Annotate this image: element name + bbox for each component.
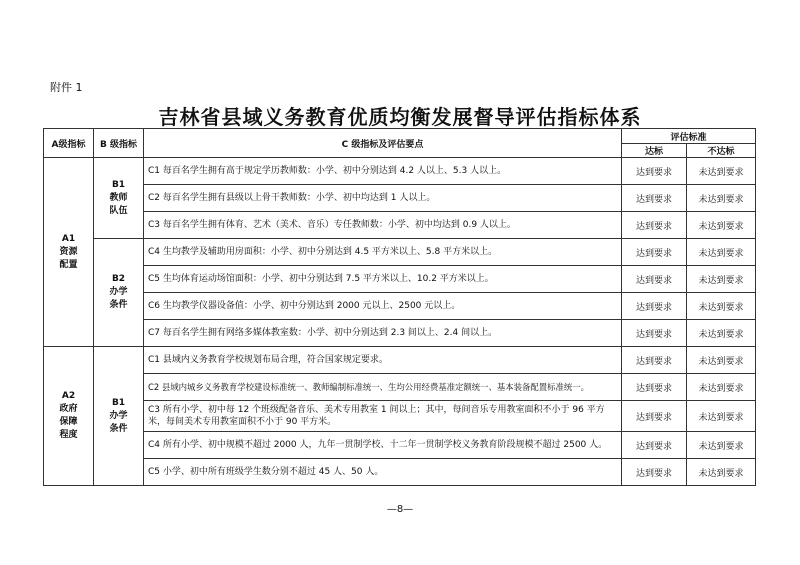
- criterion-text: C1 每百名学生拥有高于规定学历教师数：小学、初中分别达到 4.2 人以上、5.3 人以上。: [144, 158, 622, 185]
- header-fail: 不达标: [687, 144, 756, 158]
- a2-b1-name-line: 条件: [109, 423, 128, 434]
- table-row: [44, 212, 756, 239]
- fail-cell: 未达到要求: [687, 459, 756, 486]
- attachment-label: 附件 1: [50, 81, 83, 94]
- fail-cell: 未达到要求: [687, 158, 756, 185]
- header-b-level: B 级指标: [94, 129, 144, 158]
- table-row: [44, 266, 756, 293]
- table-row: [44, 432, 756, 459]
- criterion-text: C3 所有小学、初中每 12 个班级配备音乐、美术专用教室 1 间以上；其中，每间音乐专用教室面积不小于 96 平方米，每间美术专用教室面积不小于 90 平方米。: [144, 401, 622, 432]
- a1-cell: [44, 158, 94, 347]
- pass-cell: 达到要求: [622, 266, 687, 293]
- criterion-text: C2 县域内城乡义务教育学校建设标准统一、教师编制标准统一、生均公用经费基准定额统一、基本装备配置标准统一。: [144, 374, 622, 401]
- fail-cell: 未达到要求: [687, 185, 756, 212]
- fail-cell: 未达到要求: [687, 432, 756, 459]
- a2-b1-cell: [94, 347, 144, 486]
- table-row: [44, 374, 756, 401]
- criterion-text: C3 每百名学生拥有体育、艺术（美术、音乐）专任教师数：小学、初中均达到 0.9 人以上。: [144, 212, 622, 239]
- criterion-text: C4 生均教学及辅助用房面积：小学、初中分别达到 4.5 平方米以上、5.8 平方米以上。: [144, 239, 622, 266]
- pass-cell: 达到要求: [622, 293, 687, 320]
- criterion-text: C5 生均体育运动场馆面积：小学、初中分别达到 7.5 平方米以上、10.2 平方米以上。: [144, 266, 622, 293]
- a1-code: A1: [61, 233, 76, 244]
- page-title: 吉林省县域义务教育优质均衡发展督导评估指标体系: [158, 105, 642, 129]
- pass-cell: 达到要求: [622, 401, 687, 432]
- header-c-level: C 级指标及评估要点: [144, 129, 622, 158]
- fail-cell: 未达到要求: [687, 239, 756, 266]
- pass-cell: 达到要求: [622, 459, 687, 486]
- a2-cell: [44, 347, 94, 486]
- pass-cell: 达到要求: [622, 158, 687, 185]
- a1-name-line: 资源: [59, 246, 78, 257]
- table-row: [44, 401, 756, 432]
- pass-cell: 达到要求: [622, 212, 687, 239]
- a1-b2-cell: [94, 239, 144, 347]
- table-row: [44, 293, 756, 320]
- a1-b2-code: B2: [111, 274, 126, 284]
- a1-b1-name-line: 教师: [109, 192, 128, 203]
- pass-cell: 达到要求: [622, 239, 687, 266]
- pass-cell: 达到要求: [622, 374, 687, 401]
- a1-name-line: 配置: [59, 259, 78, 270]
- criterion-text: C7 每百名学生拥有网络多媒体教室数：小学、初中分别达到 2.3 间以上、2.4 间以上。: [144, 320, 622, 347]
- fail-cell: 未达到要求: [687, 347, 756, 374]
- a2-code: A2: [61, 391, 76, 401]
- pass-cell: 达到要求: [622, 320, 687, 347]
- table-row: [44, 320, 756, 347]
- header-a-level: A级指标: [44, 129, 94, 158]
- table-row: [44, 459, 756, 486]
- a2-name-line: 程度: [59, 430, 78, 440]
- fail-cell: 未达到要求: [687, 293, 756, 320]
- table-row: [44, 185, 756, 212]
- a1-b1-code: B1: [111, 179, 126, 190]
- fail-cell: 未达到要求: [687, 266, 756, 293]
- criterion-text: C6 生均教学仪器设备值：小学、初中分别达到 2000 元以上、2500 元以上。: [144, 293, 622, 320]
- a2-name-line: 保障: [59, 417, 78, 427]
- fail-cell: 未达到要求: [687, 401, 756, 432]
- criterion-text: C1 县域内义务教育学校规划布局合理，符合国家规定要求。: [144, 347, 622, 374]
- pass-cell: 达到要求: [622, 185, 687, 212]
- header-standard: 评估标准: [622, 129, 756, 144]
- a1-b1-name-line: 队伍: [109, 205, 128, 216]
- table-row: [44, 239, 756, 266]
- criterion-text: C2 每百名学生拥有县级以上骨干教师数：小学、初中均达到 1 人以上。: [144, 185, 622, 212]
- a1-b2-name-line: 办学: [109, 287, 128, 297]
- table-row: [44, 158, 756, 185]
- fail-cell: 未达到要求: [687, 212, 756, 239]
- fail-cell: 未达到要求: [687, 374, 756, 401]
- pass-cell: 达到要求: [622, 347, 687, 374]
- a2-b1-code: B1: [111, 397, 126, 408]
- a1-b1-cell: [94, 158, 144, 239]
- fail-cell: 未达到要求: [687, 320, 756, 347]
- a2-b1-name-line: 办学: [109, 410, 128, 421]
- criterion-text: C4 所有小学、初中规模不超过 2000 人，九年一贯制学校、十二年一贯制学校义务教育阶段规模不超过 2500 人。: [144, 432, 622, 459]
- a2-name-line: 政府: [59, 404, 78, 414]
- page-number: —8—: [386, 504, 414, 515]
- header-pass: 达标: [622, 144, 687, 158]
- indicator-table: [43, 128, 756, 486]
- criterion-text: C5 小学、初中所有班级学生数分别不超过 45 人、50 人。: [144, 459, 622, 486]
- pass-cell: 达到要求: [622, 432, 687, 459]
- table-row: [44, 347, 756, 374]
- a1-b2-name-line: 条件: [109, 300, 128, 310]
